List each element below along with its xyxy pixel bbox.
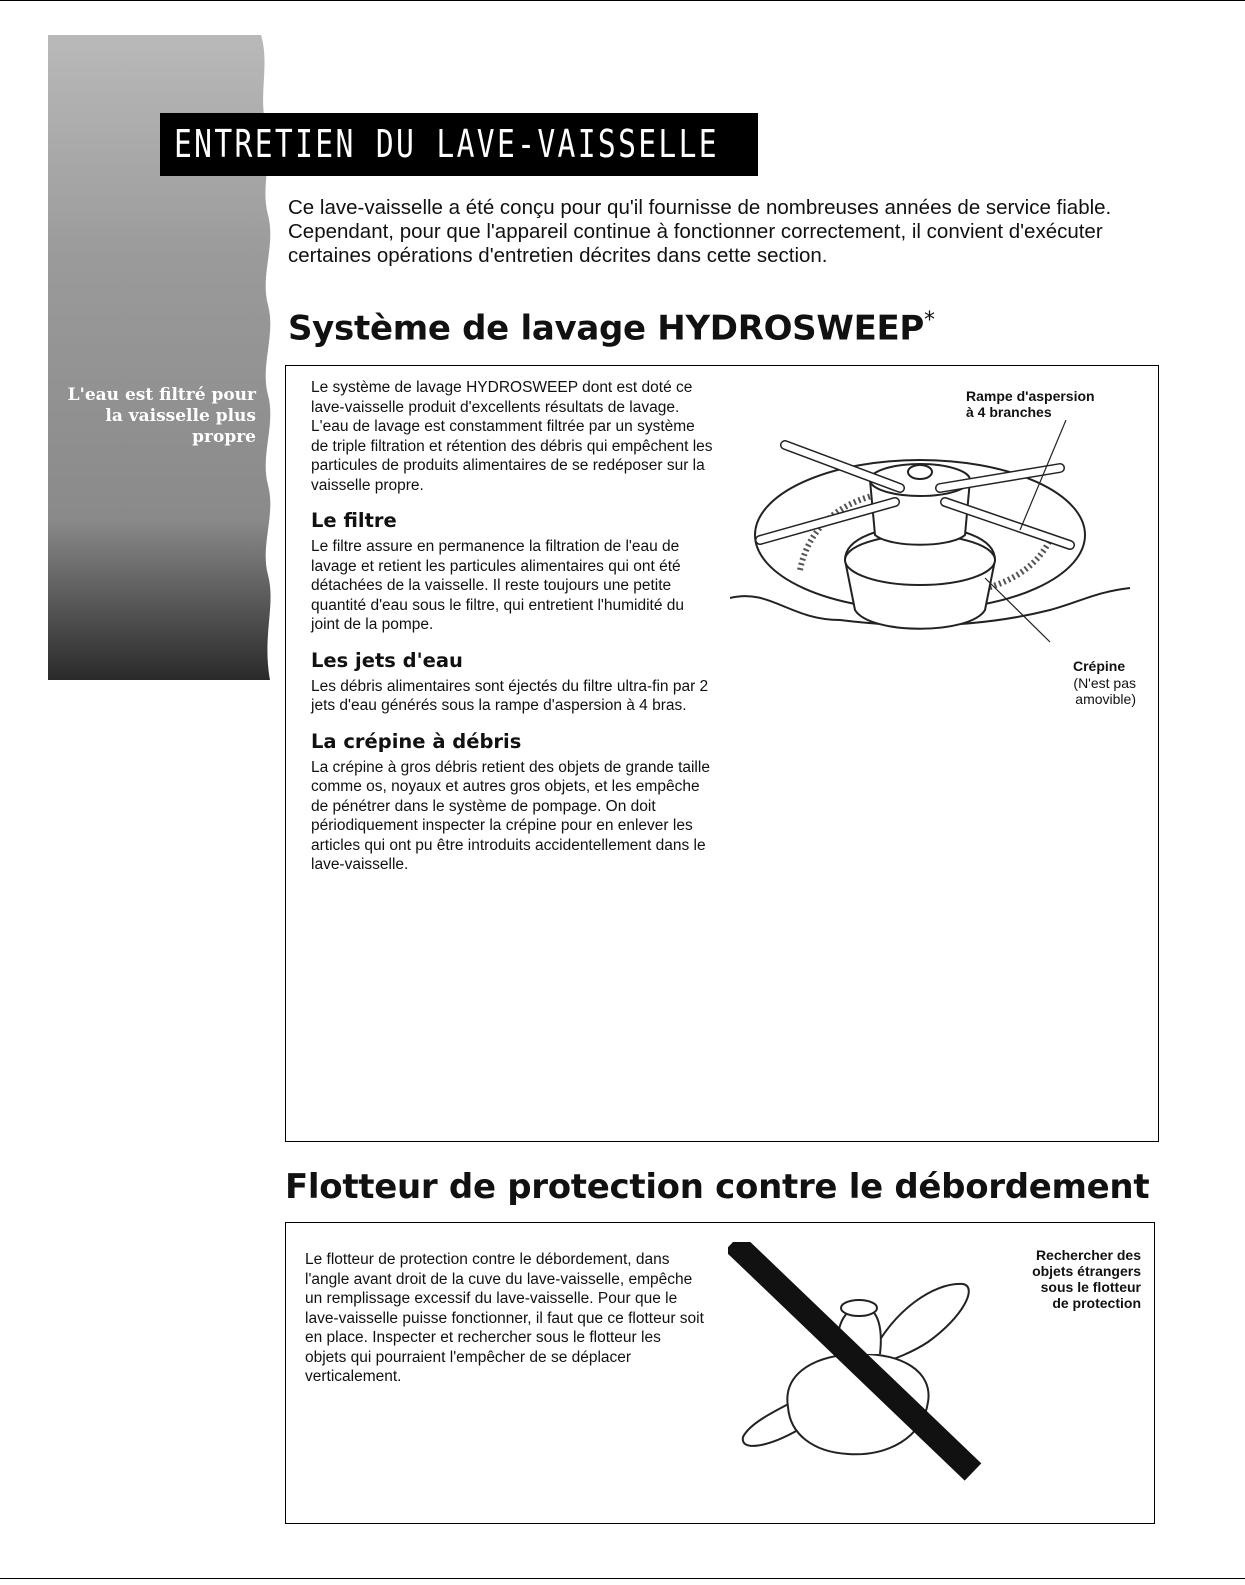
title-banner — [160, 113, 758, 176]
page-title: ENTRETIEN DU LAVE-VAISSELLE — [174, 122, 720, 166]
trademark-mark: * — [924, 308, 935, 333]
spray-arm-illustration — [730, 420, 1160, 650]
section1-text-column — [311, 378, 716, 875]
label-float: Rechercher des objets étrangers sous le flotteur de protection — [1032, 1247, 1141, 1311]
label-strainer: Crépine — [1073, 658, 1126, 674]
bottom-rule — [0, 1578, 1245, 1579]
section1-intro: Le système de lavage HYDROSWEEP dont est doté ce lave-vaisselle produit d'excellents résultats de lavage. L'eau de lavage est constamment filtrée par un système de triple filtration et rétention des débris qui empêchent les particules de produits alimentaires de se redéposer sur la vaisselle propre. — [311, 379, 713, 494]
section2-text-column — [305, 1250, 705, 1387]
intro-paragraph: Ce lave-vaisselle a été conçu pour qu'il fournisse de nombreuses années de service fiable. Cependant, pour que l'appareil continue à fonctionner correctement, il convient d'exécuter certaines opérations d'entretien décrites dans cette section. — [288, 196, 1112, 267]
label-strainer-note: (N'est pas amovible) — [1073, 675, 1136, 707]
top-rule — [0, 0, 1245, 1]
label-spray-arm: Rampe d'aspersion à 4 branches — [966, 388, 1095, 420]
sidebar-note: L'eau est filtré pour la vaisselle plus propre — [67, 385, 256, 447]
filter-heading: Le filtre — [311, 509, 397, 532]
section2-text: Le flotteur de protection contre le débordement, dans l'angle avant droit de la cuve du lave-vaisselle, empêche un remplissage excessif du lave-vaisselle. Pour que le lave-vaisselle puisse fonctionner, il faut que ce flotteur soit en place. Inspecter et rechercher sous le flotteur les objets qui pourraient l'empêcher de se déplacer verticalement. — [305, 1251, 704, 1385]
jets-text: Les débris alimentaires sont éjectés du filtre ultra-fin par 2 jets d'eau générés sous la rampe d'aspersion à 4 bras. — [311, 677, 709, 714]
jets-heading: Les jets d'eau — [311, 648, 463, 672]
filter-text: Le filtre assure en permanence la filtration de l'eau de lavage et retient les particules alimentaires qui ont été détachées de la vaisselle. Il reste toujours une petite quantité d'eau sous le filtre, qui entretient l'humidité du joint de la pompe. — [311, 538, 684, 633]
section1-heading — [288, 308, 935, 348]
float-illustration — [728, 1242, 988, 1502]
section1-heading-text: Système de lavage HYDROSWEEP — [288, 308, 925, 349]
strainer-text: La crépine à gros débris retient des objets de grande taille comme os, noyaux et autres gros objets, et les empêche de pénétrer dans le système de pompage. On doit périodiquement inspecter la crépine pour en enlever les articles qui ont pu être introduits accidentellement dans le lave-vaisselle. — [311, 758, 710, 873]
strainer-heading: La crépine à débris — [311, 729, 522, 753]
section2-heading: Flotteur de protection contre le débordement — [285, 1167, 1150, 1207]
